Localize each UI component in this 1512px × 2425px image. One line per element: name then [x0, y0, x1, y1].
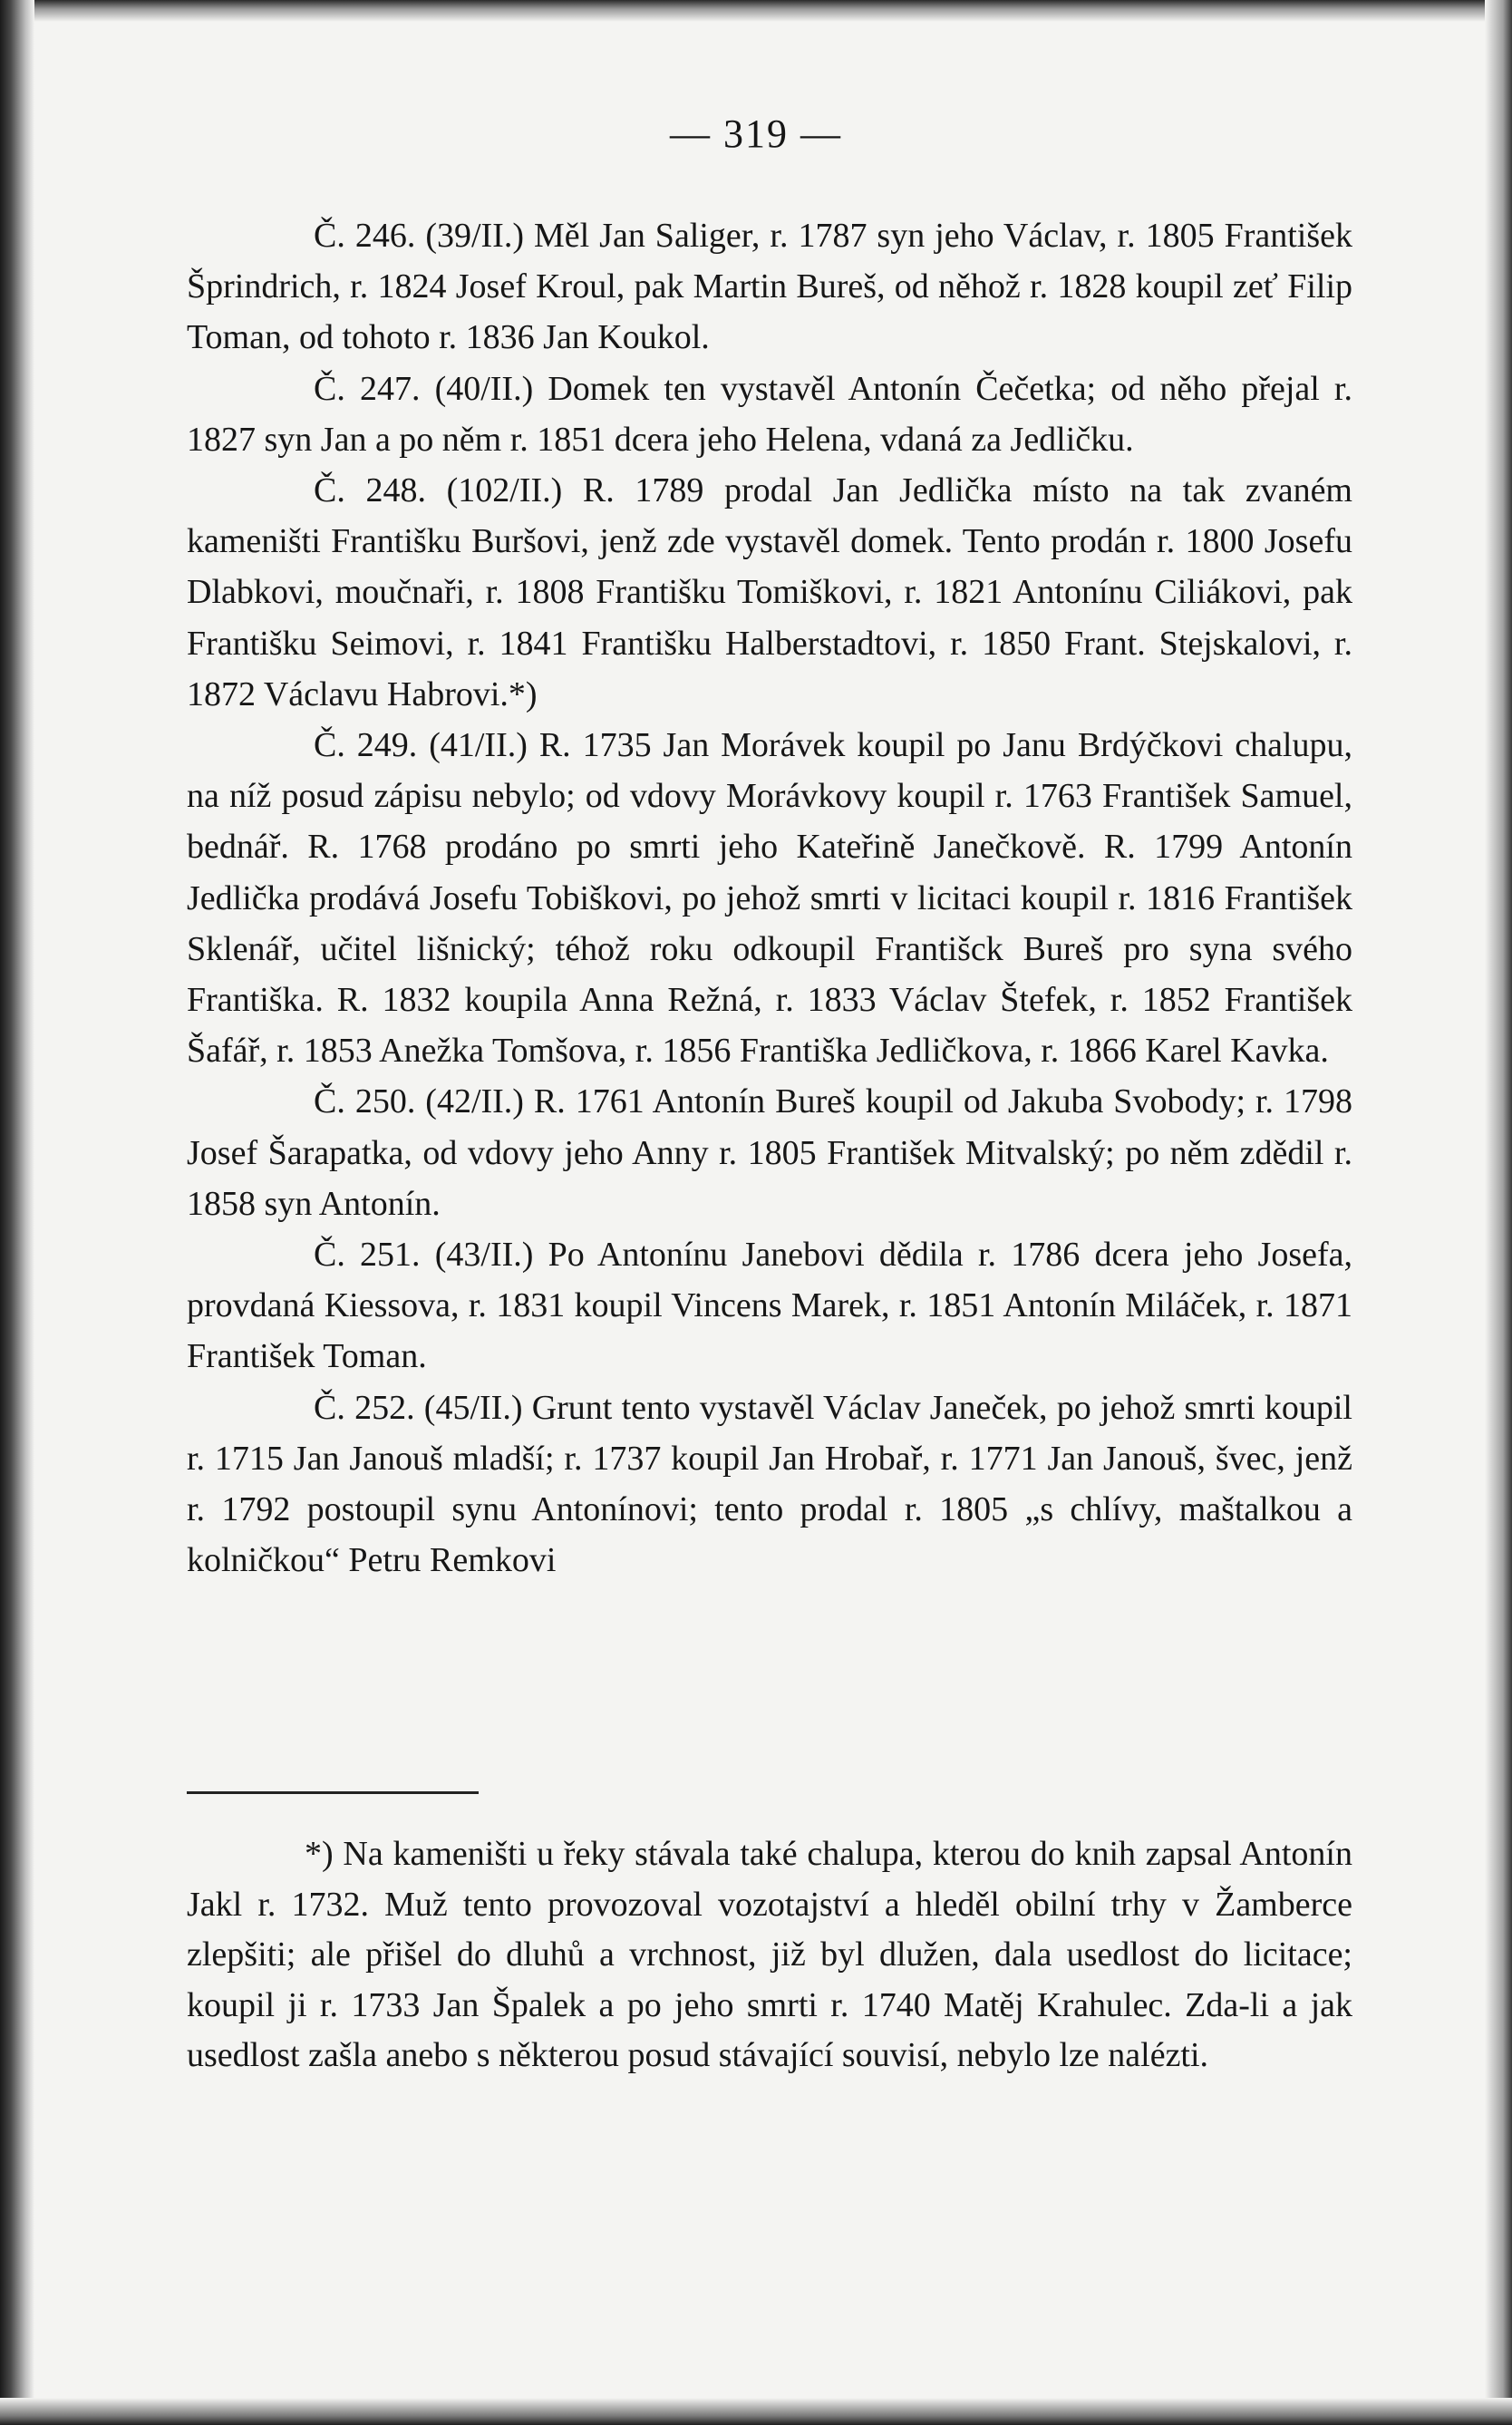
- page-number: — 319 —: [670, 112, 842, 156]
- scan-edge-right: [1485, 0, 1512, 2425]
- scan-edge-bottom: [0, 2398, 1512, 2425]
- scan-edge-left: [0, 0, 34, 2425]
- entry-251: Č. 251. (43/II.) Po Antonínu Janebovi dědila r. 1786 dcera jeho Josefa, provdaná Kiessova, r. 1831 koupil Vincens Marek, r. 1851 Antonín Miláček, r. 1871 František Toman.: [187, 1236, 1352, 1376]
- entry-248: Č. 248. (102/II.) R. 1789 prodal Jan Jedlička místo na tak zvaném kameništi Františku Buršovi, jenž zde vystavěl domek. Tento prodán r. 1800 Josefu Dlabkovi, moučnaři, r. 1808 Františku Tomiškovi, r. 1821 Antonínu Ciliákovi, pak Františku Seimovi, r. 1841 Františku Halberstadtovi, r. 1850 Frant. Stejskalovi, r. 1872 Václavu Habrovi.*): [187, 471, 1352, 713]
- entry-250: Č. 250. (42/II.) R. 1761 Antonín Bureš koupil od Jakuba Svobody; r. 1798 Josef Šarapatka, od vdovy jeho Anny r. 1805 František Mitvalský; po něm zdědil r. 1858 syn Antonín.: [187, 1082, 1352, 1223]
- main-text: [187, 210, 1352, 1586]
- scan-edge-top: [0, 0, 1512, 22]
- footnote-divider: [187, 1791, 479, 1794]
- entry-249: Č. 249. (41/II.) R. 1735 Jan Morávek koupil po Janu Brdýčkovi chalupu, na níž posud zápisu nebylo; od vdovy Morávkovy koupil r. 1763 František Samuel, bednář. R. 1768 prodáno po smrti jeho Kateřině Janečkově. R. 1799 Antonín Jedlička prodává Josefu Tobiškovi, po jehož smrti v licitaci koupil r. 1816 František Sklenář, učitel lišnický; téhož roku odkoupil Františck Bureš pro syna svého Františka. R. 1832 koupila Anna Režná, r. 1833 Václav Štefek, r. 1852 František Šafář, r. 1853 Anežka Tomšova, r. 1856 Františka Jedličkova, r. 1866 Karel Kavka.: [187, 726, 1352, 1071]
- entry-252: Č. 252. (45/II.) Grunt tento vystavěl Václav Janeček, po jehož smrti koupil r. 1715 Jan Janouš mladší; r. 1737 koupil Jan Hrobař, r. 1771 Jan Janouš, švec, jenž r. 1792 postoupil synu Antonínovi; tento prodal r. 1805 „s chlívy, maštalkou a kolničkou“ Petru Remkovi: [187, 1388, 1352, 1580]
- entry-246: Č. 246. (39/II.) Měl Jan Saliger, r. 1787 syn jeho Václav, r. 1805 František Šprindrich, r. 1824 Josef Kroul, pak Martin Bureš, od něhož r. 1828 koupil zeť Filip Toman, od tohoto r. 1836 Jan Koukol.: [187, 217, 1352, 357]
- footnotes: [187, 1829, 1352, 2081]
- entry-247: Č. 247. (40/II.) Domek ten vystavěl Antonín Čečetka; od něho přejal r. 1827 syn Jan a po něm r. 1851 dcera jeho Helena, vdaná za Jedličku.: [187, 369, 1352, 459]
- footnote-1: *) Na kameništi u řeky stávala také chalupa, kterou do knih zapsal Antonín Jakl r. 1732. Muž tento provozoval vozotajství a hleděl obilní trhy v Žamberce zlepšiti; ale přišel do dluhů a vrchnost, již byl dlužen, dala usedlost do licitace; koupil ji r. 1733 Jan Špalek a po jeho smrti r. 1740 Matěj Krahulec. Zda-li a jak usedlost zašla anebo s některou posud stávající souvisí, nebylo lze nalézti.: [187, 1835, 1352, 2075]
